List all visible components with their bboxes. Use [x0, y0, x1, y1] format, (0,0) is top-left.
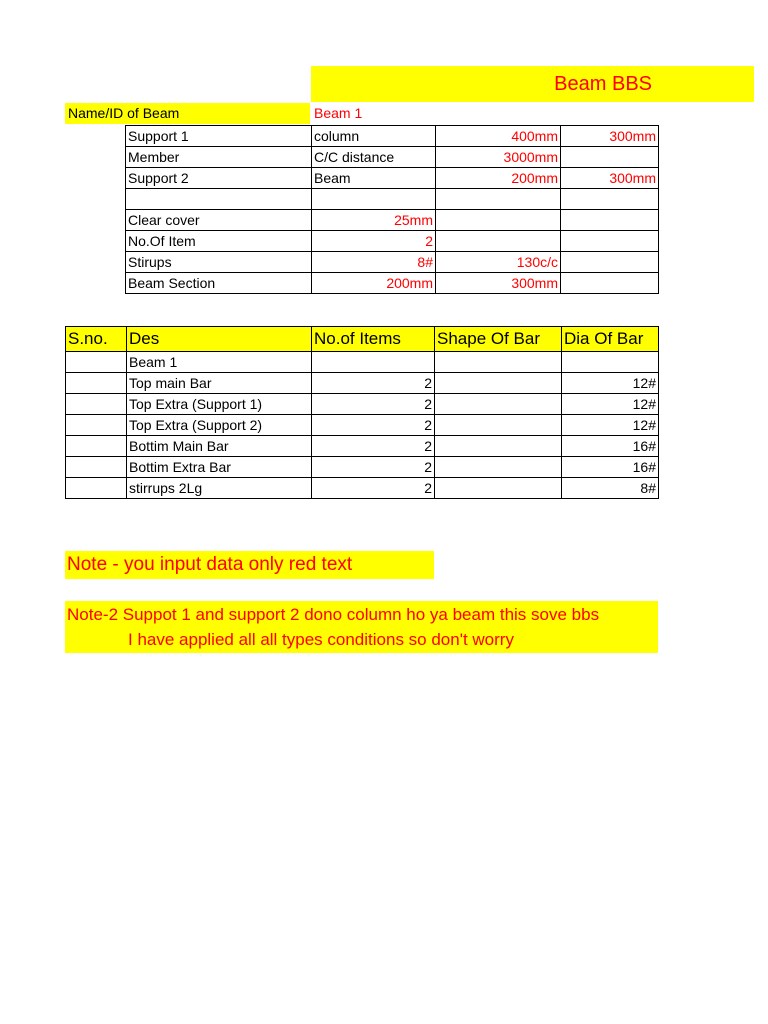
table-row: [126, 231, 659, 252]
table-row: [126, 126, 659, 147]
table-cell[interactable]: [561, 273, 659, 294]
table-row: [66, 478, 659, 499]
table-cell[interactable]: 130c/c: [436, 252, 561, 273]
table-cell[interactable]: C/C distance: [312, 147, 436, 168]
table-cell[interactable]: 2: [312, 231, 436, 252]
table-cell[interactable]: [66, 436, 127, 457]
table-cell[interactable]: column: [312, 126, 436, 147]
column-header-sno[interactable]: S.no.: [66, 327, 127, 352]
sheet-title: Beam BBS: [554, 73, 652, 95]
table-cell[interactable]: [312, 189, 436, 210]
table-cell[interactable]: 300mm: [561, 126, 659, 147]
table-cell[interactable]: [66, 373, 127, 394]
note-1-text: Note - you input data only red text: [67, 554, 353, 575]
table-cell[interactable]: [66, 478, 127, 499]
table-cell[interactable]: [66, 394, 127, 415]
beam-name-value[interactable]: Beam 1: [314, 105, 363, 121]
table-cell[interactable]: 2: [312, 457, 435, 478]
column-header-des[interactable]: Des: [127, 327, 312, 352]
table-row: [126, 189, 659, 210]
table-cell[interactable]: [435, 478, 562, 499]
table-cell[interactable]: 12#: [562, 415, 659, 436]
table-cell[interactable]: 16#: [562, 457, 659, 478]
table-cell[interactable]: 3000mm: [436, 147, 561, 168]
table-cell[interactable]: 2: [312, 478, 435, 499]
beam-name-label-cell[interactable]: [65, 103, 310, 124]
table-cell[interactable]: [66, 415, 127, 436]
column-header-shape-of-bar[interactable]: Shape Of Bar: [435, 327, 562, 352]
table-cell[interactable]: 16#: [562, 436, 659, 457]
table-cell[interactable]: Support 1: [126, 126, 312, 147]
bbs-table: [65, 326, 659, 499]
table-cell[interactable]: 2: [312, 436, 435, 457]
table-cell[interactable]: 200mm: [436, 168, 561, 189]
table-cell[interactable]: 400mm: [436, 126, 561, 147]
table-cell[interactable]: [562, 352, 659, 373]
note-1-box: [65, 551, 434, 579]
table-cell[interactable]: [435, 352, 562, 373]
table-cell[interactable]: [561, 210, 659, 231]
table-cell[interactable]: 2: [312, 394, 435, 415]
table-cell[interactable]: [561, 231, 659, 252]
table-cell[interactable]: Support 2: [126, 168, 312, 189]
table-row: [126, 147, 659, 168]
table-cell[interactable]: Beam 1: [127, 352, 312, 373]
table-cell[interactable]: Top Extra (Support 1): [127, 394, 312, 415]
table-cell[interactable]: 25mm: [312, 210, 436, 231]
table-cell[interactable]: [561, 252, 659, 273]
table-row: [66, 394, 659, 415]
table-row: [126, 210, 659, 231]
table-row: [66, 436, 659, 457]
table-row: [66, 352, 659, 373]
table-cell[interactable]: [436, 189, 561, 210]
table-cell[interactable]: No.Of Item: [126, 231, 312, 252]
table-cell[interactable]: 8#: [312, 252, 436, 273]
table-cell[interactable]: 8#: [562, 478, 659, 499]
table-row: [66, 415, 659, 436]
table-cell[interactable]: 2: [312, 415, 435, 436]
table-cell[interactable]: Bottim Main Bar: [127, 436, 312, 457]
table-cell[interactable]: [126, 189, 312, 210]
beam-name-label: Name/ID of Beam: [68, 105, 180, 121]
table-cell[interactable]: 300mm: [436, 273, 561, 294]
table-cell[interactable]: Bottim Extra Bar: [127, 457, 312, 478]
table-cell[interactable]: 12#: [562, 373, 659, 394]
table-cell[interactable]: Clear cover: [126, 210, 312, 231]
table-row: [66, 457, 659, 478]
table-cell[interactable]: 2: [312, 373, 435, 394]
table-cell[interactable]: [561, 189, 659, 210]
title-banner: [311, 66, 754, 102]
table-cell[interactable]: [312, 352, 435, 373]
table-cell[interactable]: [435, 415, 562, 436]
column-header-no-of-items[interactable]: No.of Items: [312, 327, 435, 352]
table-header-row: [66, 327, 659, 352]
table-cell[interactable]: Top Extra (Support 2): [127, 415, 312, 436]
table-cell[interactable]: [435, 457, 562, 478]
table-cell[interactable]: 12#: [562, 394, 659, 415]
table-cell[interactable]: stirrups 2Lg: [127, 478, 312, 499]
table-cell[interactable]: 300mm: [561, 168, 659, 189]
table-cell[interactable]: [435, 436, 562, 457]
note-2-line-2: I have applied all all types conditions so don't worry: [128, 630, 514, 649]
table-cell[interactable]: Beam Section: [126, 273, 312, 294]
table-row: [66, 373, 659, 394]
table-cell[interactable]: [435, 394, 562, 415]
table-cell[interactable]: [436, 231, 561, 252]
table-row: [126, 273, 659, 294]
table-cell[interactable]: [561, 147, 659, 168]
table-cell[interactable]: Beam: [312, 168, 436, 189]
table-cell[interactable]: [436, 210, 561, 231]
note-2-box: [65, 601, 658, 653]
table-row: [126, 252, 659, 273]
table-cell[interactable]: Member: [126, 147, 312, 168]
input-table: [125, 125, 659, 294]
table-cell[interactable]: Top main Bar: [127, 373, 312, 394]
table-cell[interactable]: Stirups: [126, 252, 312, 273]
note-2-line-1: Note-2 Suppot 1 and support 2 dono column ho ya beam this sove bbs: [67, 605, 600, 624]
column-header-dia-of-bar[interactable]: Dia Of Bar: [562, 327, 659, 352]
table-row: [126, 168, 659, 189]
table-cell[interactable]: [66, 457, 127, 478]
table-cell[interactable]: [435, 373, 562, 394]
table-cell[interactable]: 200mm: [312, 273, 436, 294]
table-cell[interactable]: [66, 352, 127, 373]
